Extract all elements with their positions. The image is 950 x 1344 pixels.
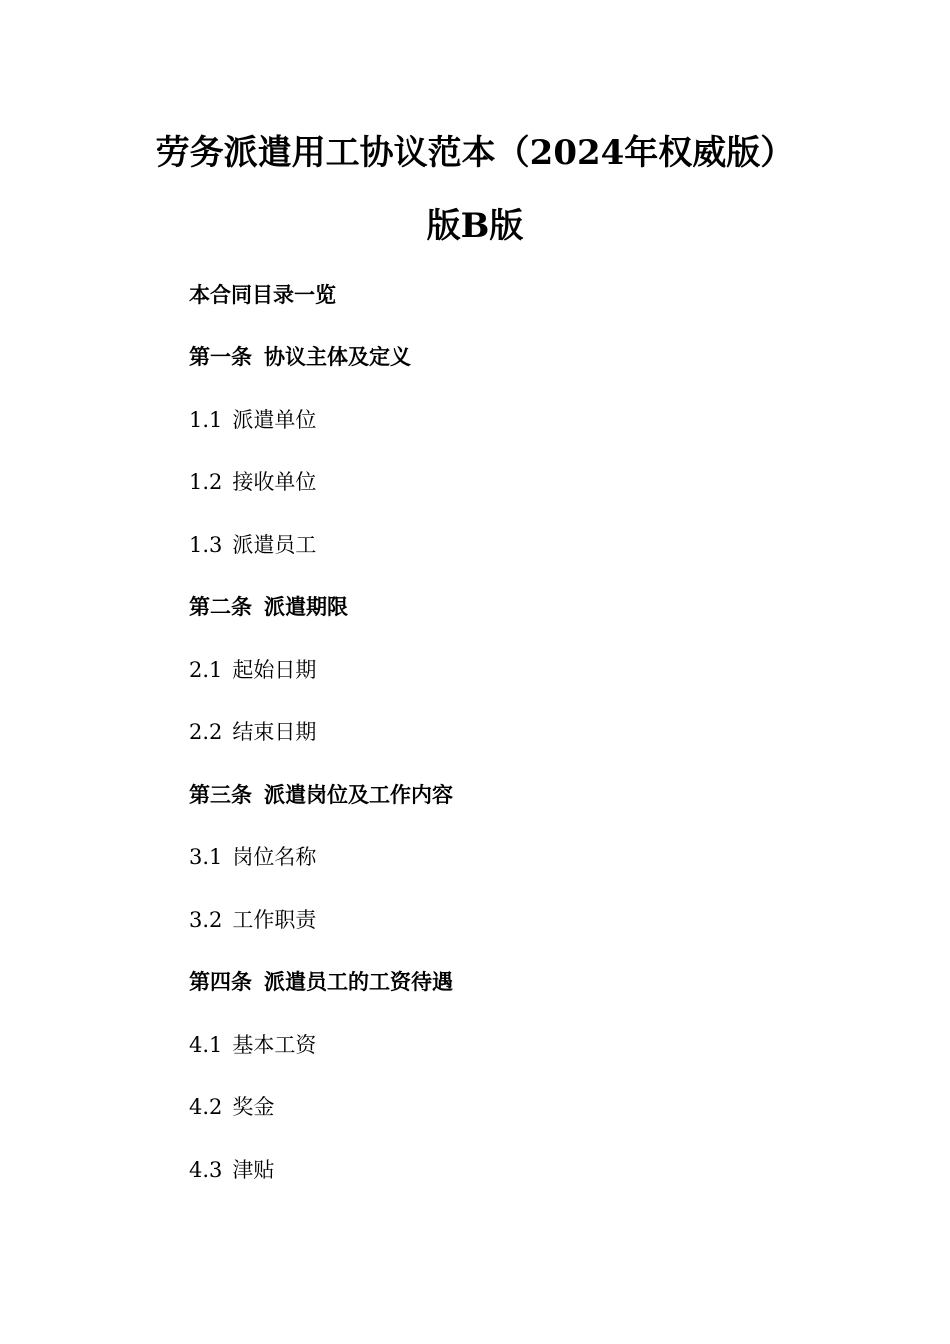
section-number: 第二条 bbox=[189, 594, 252, 619]
item-number: 2.2 bbox=[189, 720, 223, 744]
section-heading bbox=[189, 780, 453, 810]
item-number: 2.1 bbox=[189, 658, 223, 682]
section-heading bbox=[189, 342, 411, 372]
item-number: 4.1 bbox=[189, 1033, 223, 1057]
toc-heading: 本合同目录一览 bbox=[189, 282, 336, 307]
item-title: 结束日期 bbox=[232, 720, 317, 744]
section-number: 第一条 bbox=[189, 344, 252, 369]
item-title: 接收单位 bbox=[232, 470, 317, 494]
section-number: 第四条 bbox=[189, 969, 252, 994]
item-title: 起始日期 bbox=[232, 658, 317, 682]
toc-item bbox=[189, 405, 316, 435]
section-title: 派遣岗位及工作内容 bbox=[264, 782, 453, 807]
item-title: 派遣单位 bbox=[232, 408, 317, 432]
section-heading bbox=[189, 592, 348, 622]
toc-item bbox=[189, 842, 316, 872]
section-title: 派遣员工的工资待遇 bbox=[264, 969, 453, 994]
item-title: 津贴 bbox=[232, 1158, 275, 1182]
item-title: 岗位名称 bbox=[232, 845, 317, 869]
toc-item bbox=[189, 530, 316, 560]
item-number: 3.2 bbox=[189, 908, 223, 932]
section-title: 协议主体及定义 bbox=[264, 344, 411, 369]
section-title: 派遣期限 bbox=[264, 594, 348, 619]
toc-item bbox=[189, 1155, 274, 1185]
toc-item bbox=[189, 655, 316, 685]
document-subtitle: 版B版 bbox=[426, 206, 524, 246]
item-title: 工作职责 bbox=[232, 908, 317, 932]
item-title: 奖金 bbox=[232, 1095, 275, 1119]
item-title: 基本工资 bbox=[232, 1033, 317, 1057]
section-heading bbox=[189, 967, 453, 997]
toc-item bbox=[189, 1030, 316, 1060]
item-title: 派遣员工 bbox=[232, 533, 317, 557]
item-number: 1.1 bbox=[189, 408, 223, 432]
item-number: 1.2 bbox=[189, 470, 223, 494]
item-number: 1.3 bbox=[189, 533, 223, 557]
document-title: 劳务派遣用工协议范本（2024年权威版） bbox=[155, 133, 795, 173]
toc-item bbox=[189, 1092, 274, 1122]
item-number: 3.1 bbox=[189, 845, 223, 869]
toc-item bbox=[189, 467, 316, 497]
item-number: 4.2 bbox=[189, 1095, 223, 1119]
toc-item bbox=[189, 905, 316, 935]
toc-item bbox=[189, 717, 316, 747]
section-number: 第三条 bbox=[189, 782, 252, 807]
item-number: 4.3 bbox=[189, 1158, 223, 1182]
